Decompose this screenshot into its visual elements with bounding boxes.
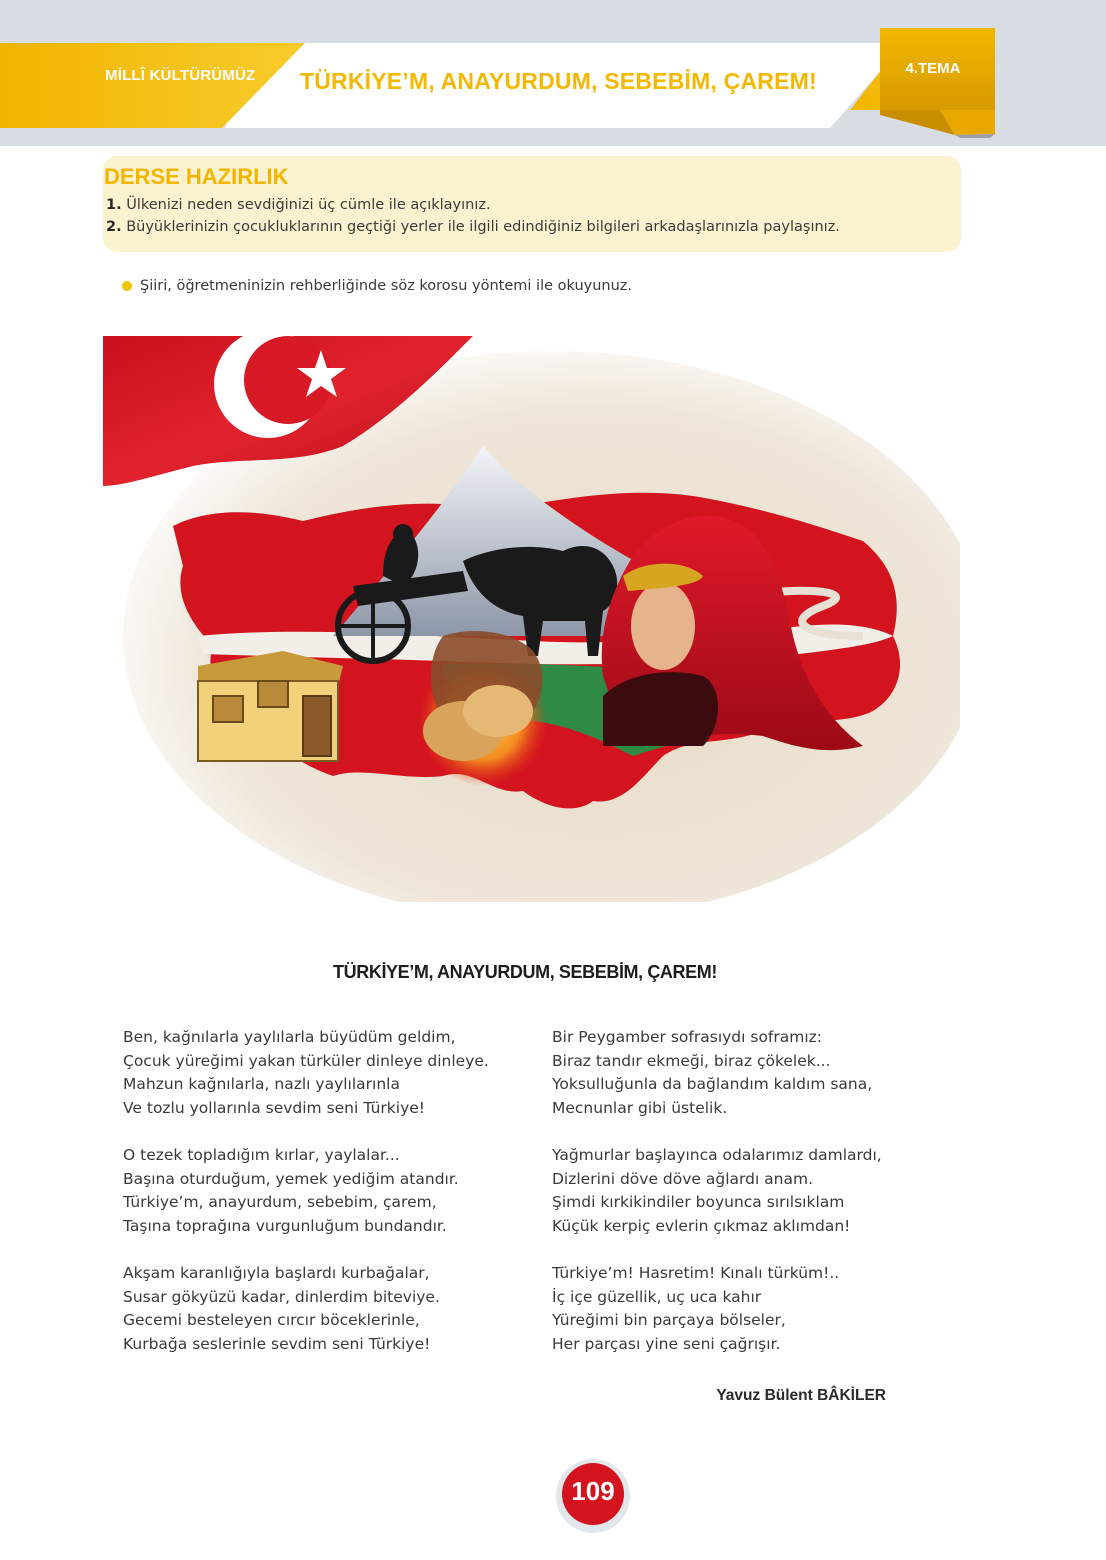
poem-line: Akşam karanlığıyla başlardı kurbağalar, [123,1264,430,1282]
poem-line: Biraz tandır ekmeği, biraz çökelek... [552,1051,831,1070]
poem-line: Ve tozlu yollarınla sevdim seni Türkiye! [123,1098,425,1117]
stanza [123,1144,543,1238]
poem-line: Kurbağa seslerinle sevdim seni Türkiye! [123,1334,431,1353]
instruction [122,278,632,294]
poem-line: Gecemi besteleyen cırcır böceklerinle, [123,1311,420,1329]
stanza [552,1262,972,1356]
poem-right-column [552,1026,972,1380]
prep-item-2 [106,219,840,235]
instruction-text: Şiiri, öğretmeninizin rehberliğinde söz korosu yöntemi ile okuyunuz. [140,278,633,294]
prep-item-number: 2. [106,219,122,235]
poem-left-column [123,1026,543,1380]
page-number: 109 [571,1476,615,1506]
poem-line: Küçük kerpiç evlerin çıkmaz aklımdan! [552,1216,851,1235]
stanza [552,1144,972,1238]
poem-line: Çocuk yüreğimi yakan türküler dinleye dinleye. [123,1051,489,1070]
poem-line: Mecnunlar gibi üstelik. [552,1098,728,1117]
poem-line: Susar gökyüzü kadar, dinlerdim biteviye. [123,1287,440,1306]
poem-line: Ben, kağnılarla yaylılarla büyüdüm geldim, [123,1028,456,1046]
stanza [123,1026,543,1120]
prep-item-text: Ülkenizi neden sevdiğinizi üç cümle ile açıklayınız. [126,197,491,213]
stanza [552,1026,972,1120]
prep-item-1 [106,197,491,213]
turkey-map-illustration [103,336,960,902]
poem-line: Türkiye’m! Hasretim! Kınalı türküm!.. [552,1264,840,1282]
poem-line: Başına oturduğum, yemek yediğim atandır. [123,1169,459,1188]
poem-line: O tezek topladığım kırlar, yaylalar... [123,1146,400,1164]
poem-line: Yoksulluğunla da bağlandım kaldım sana, [552,1075,873,1093]
poem-line: Bir Peygamber sofrasıydı soframız: [552,1028,823,1046]
poem-line: Şimdi kırkikindiler boyunca sırılsıklam [552,1193,845,1211]
poem-line: Taşına toprağına vurgunluğum bundandır. [123,1216,447,1235]
poem-line: Mahzun kağnılarla, nazlı yaylılarınla [123,1075,400,1093]
stanza [123,1262,543,1356]
theme-label: 4.TEMA [905,60,961,77]
prep-item-number: 1. [106,197,122,213]
section-label: MİLLÎ KÜLTÜRÜMÜZ [105,67,256,84]
poem-line: Türkiye’m, anayurdum, sebebim, çarem, [123,1193,437,1211]
page-title: TÜRKİYE’M, ANAYURDUM, SEBEBİM, ÇAREM! [300,68,817,94]
poem-line: İç içe güzellik, uç uca kahır [552,1287,762,1306]
poem-line: Dizlerini döve döve ağlardı anam. [552,1169,814,1188]
poem-line: Yüreğimi bin parçaya bölseler, [552,1311,786,1329]
poem-line: Yağmurlar başlayınca odalarımız damlardı, [552,1146,882,1164]
poem-title: TÜRKİYE’M, ANAYURDUM, SEBEBİM, ÇAREM! [333,962,717,982]
prep-title: DERSE HAZIRLIK [104,164,289,189]
prep-item-text: Büyüklerinizin çocukluklarının geçtiği yerler ile ilgili edindiğiniz bilgileri arkadaşlarınızla paylaşınız. [126,219,840,235]
bullet-icon [122,281,132,291]
house-drawing [198,651,343,761]
poem-line: Her parçası yine seni çağrışır. [552,1334,781,1353]
poem-author: Yavuz Bülent BÂKİLER [716,1387,886,1404]
